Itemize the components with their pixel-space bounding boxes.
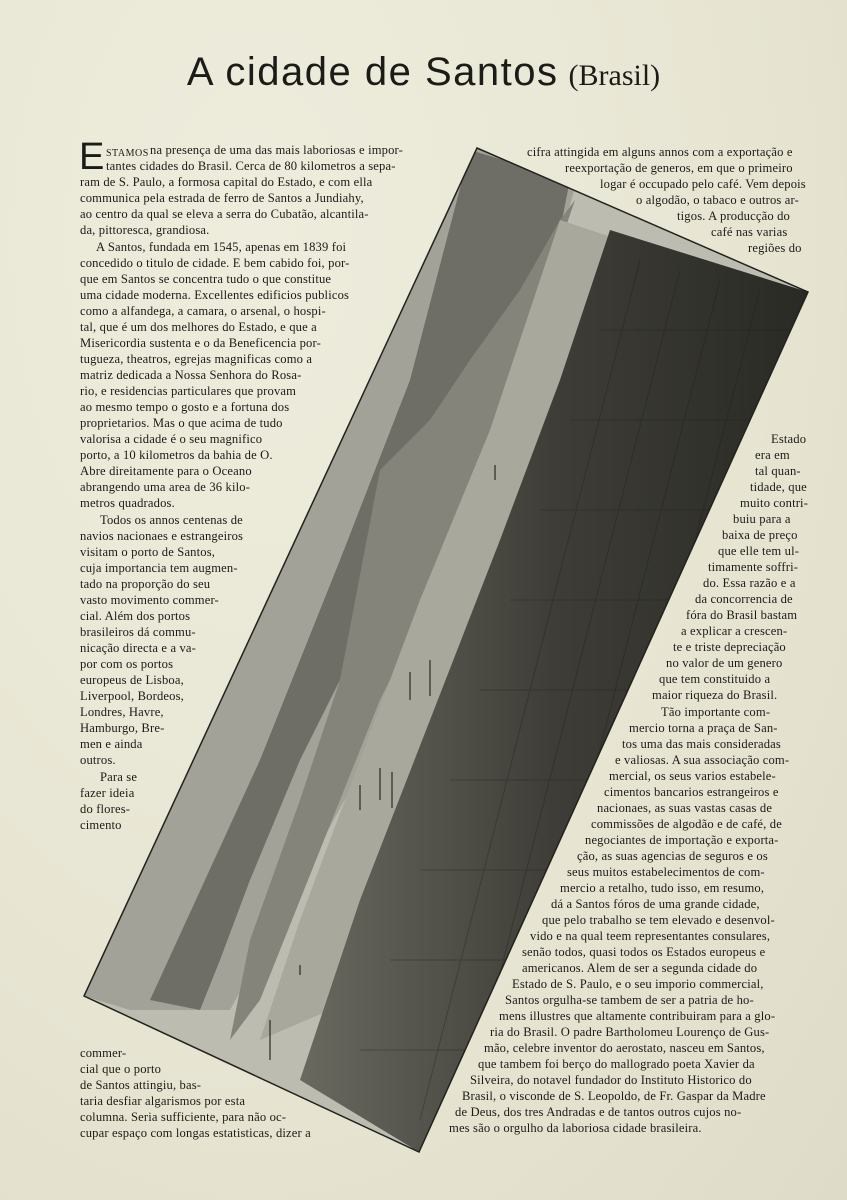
text-line: que tambem foi berço do mallogrado poeta Xavier da	[478, 1057, 755, 1071]
text-line: que tem constituido a	[659, 672, 771, 686]
text-line: mão, celebre inventor do aerostato, nasceu em Santos,	[484, 1041, 765, 1055]
text-line: ção, as suas agencias de seguros e os	[577, 849, 768, 863]
text-line: metros quadrados.	[80, 496, 175, 510]
text-line: outros.	[80, 753, 116, 767]
text-line: baixa de preço	[722, 528, 798, 542]
text-line: te e triste depreciação	[673, 640, 786, 654]
title-sub: (Brasil)	[568, 59, 661, 92]
text-line: maior riqueza do Brasil.	[652, 688, 778, 702]
text-line: Estado de S. Paulo, e o seu imporio commercial,	[512, 977, 764, 991]
text-line: tigos. A producção do	[677, 209, 790, 223]
text-line: Abre direitamente para o Oceano	[80, 464, 252, 478]
text-line: Estado	[771, 432, 807, 446]
text-line: americanos. Alem de ser a segunda cidade do	[522, 961, 758, 975]
text-line: nicação directa e a va-	[80, 641, 197, 655]
text-line: mercial, os seus varios estabele-	[609, 769, 776, 783]
text-line: commer-	[80, 1046, 127, 1060]
text-line: por com os portos	[80, 657, 174, 671]
text-line: regiões do	[748, 241, 802, 255]
text-line: vasto movimento commer-	[80, 593, 219, 607]
text-line: navios nacionaes e estrangeiros	[80, 529, 244, 543]
text-line: ria do Brasil. O padre Bartholomeu Lourenço de Gus-	[490, 1025, 770, 1039]
text-line: e valiosas. A sua associação com-	[615, 753, 790, 767]
text-line: senão todos, quasi todos os Estados europeus e	[522, 945, 766, 959]
title-main: A cidade de Santos	[186, 50, 559, 94]
text-line: Liverpool, Bordeos,	[80, 689, 184, 703]
text-line: europeus de Lisboa,	[80, 673, 184, 687]
text-line: Londres, Havre,	[80, 705, 164, 719]
text-line: fóra do Brasil bastam	[686, 608, 798, 622]
text-line: dá a Santos fóros de uma grande cidade,	[551, 897, 760, 911]
text-line: tal quan-	[755, 464, 801, 478]
text-line: Hamburgo, Bre-	[80, 721, 165, 735]
text-line: de Deus, dos tres Andradas e de tantos outros cujos no-	[455, 1105, 742, 1119]
text-line: no valor de um genero	[666, 656, 783, 670]
text-line: buiu para a	[733, 512, 791, 526]
page-title	[0, 50, 847, 95]
text-line: men e ainda	[80, 737, 143, 751]
text-line: proprietarios. Mas o que acima de tudo	[80, 416, 283, 430]
text-line: commissões de algodão e de café, de	[591, 817, 782, 831]
text-line: o algodão, o tabaco e outros ar-	[636, 193, 799, 207]
text-line: A Santos, fundada em 1545, apenas em 1839 foi	[96, 240, 347, 254]
text-line: columna. Seria sufficiente, para não oc-	[80, 1110, 287, 1124]
text-line: Silveira, do notavel fundador do Instituto Historico do	[470, 1073, 752, 1087]
text-line: brasileiros dá commu-	[80, 625, 196, 639]
text-line: cial que o porto	[80, 1062, 162, 1076]
text-line: que em Santos se concentra tudo o que constitue	[80, 272, 332, 286]
text-line: cifra attingida em alguns annos com a exportação e	[527, 145, 793, 159]
text-line: na presença de uma das mais laboriosas e impor-	[150, 143, 403, 157]
text-line: Santos orgulha-se tambem de ser a patria de ho-	[505, 993, 754, 1007]
text-line: reexportação de generos, em que o primeiro	[565, 161, 793, 175]
text-line: muito contri-	[740, 496, 809, 510]
text-line: do flores-	[80, 802, 131, 816]
text-line: negociantes de importação e exporta-	[585, 833, 779, 847]
text-line: como a alfandega, a camara, o arsenal, o hospi-	[80, 304, 326, 318]
text-line: de Santos attingiu, bas-	[80, 1078, 202, 1092]
text-line: Todos os annos centenas de	[100, 513, 243, 527]
text-line: que pelo trabalho se tem elevado e desenvol-	[542, 913, 775, 927]
text-line: cial. Além dos portos	[80, 609, 191, 623]
text-line: ao mesmo tempo o gosto e a fortuna dos	[80, 400, 290, 414]
text-line: nacionaes, as suas vastas casas de	[597, 801, 773, 815]
text-line: tos uma das mais consideradas	[622, 737, 781, 751]
text-line: timamente soffri-	[708, 560, 799, 574]
text-line: valorisa a cidade é o seu magnifico	[80, 432, 263, 446]
text-line: cupar espaço com longas estatisticas, dizer a	[80, 1126, 311, 1140]
text-line: tantes cidades do Brasil. Cerca de 80 kilometros a sepa-	[106, 159, 396, 173]
text-line: logar é occupado pelo café. Vem depois	[600, 177, 806, 191]
text-line: communica pela estrada de ferro de Santos a Jundiahy,	[80, 191, 364, 205]
text-line: tado na proporção do seu	[80, 577, 211, 591]
text-line: concedido o titulo de cidade. E bem cabido foi, por-	[80, 256, 350, 270]
text-line: Para se	[100, 770, 138, 784]
text-line: que elle tem ul-	[718, 544, 800, 558]
text-line: mens illustres que altamente contribuiram para a glo-	[499, 1009, 776, 1023]
text-line: fazer ideia	[80, 786, 135, 800]
text-line: a explicar a crescen-	[681, 624, 788, 638]
text-line: Tão importante com-	[661, 705, 771, 719]
text-line: ram de S. Paulo, a formosa capital do Estado, e com ella	[80, 175, 373, 189]
text-line: seus muitos estabelecimentos de com-	[567, 865, 765, 879]
text-line: matriz dedicada a Nossa Senhora do Rosa-	[80, 368, 302, 382]
text-line: tidade, que	[750, 480, 807, 494]
text-line: do. Essa razão e a	[703, 576, 796, 590]
text-line: ao centro da qual se eleva a serra do Cubatão, alcantila-	[80, 207, 369, 221]
first-word: STAMOS	[106, 148, 149, 159]
text-line: cimentos bancarios estrangeiros e	[604, 785, 779, 799]
text-line: vido e na qual teem representantes consulares,	[530, 929, 771, 943]
text-line: abrangendo uma area de 36 kilo-	[80, 480, 251, 494]
text-line: da, pittoresca, grandiosa.	[80, 223, 210, 237]
text-line: Misericordia sustenta e o da Beneficencia por-	[80, 336, 321, 350]
text-line: visitam o porto de Santos,	[80, 545, 216, 559]
text-line: tal, que é um dos melhores do Estado, e que a	[80, 320, 317, 334]
text-line: café nas varias	[711, 225, 788, 239]
text-line: mes são o orgulho da laboriosa cidade brasileira.	[449, 1121, 702, 1135]
text-line: porto, a 10 kilometros da bahia de O.	[80, 448, 273, 462]
drop-cap: E	[79, 136, 105, 178]
text-line: taria desfiar algarismos por esta	[80, 1094, 246, 1108]
text-line: rio, e residencias particulares que provam	[80, 384, 297, 398]
text-line: uma cidade moderna. Excellentes edificios publicos	[80, 288, 350, 302]
text-line: era em	[755, 448, 790, 462]
text-line: cuja importancia tem augmen-	[80, 561, 238, 575]
text-line: da concorrencia de	[695, 592, 793, 606]
text-line: cimento	[80, 818, 122, 832]
text-line: tugueza, theatros, egrejas magnificas como a	[80, 352, 313, 366]
text-line: mercio a retalho, tudo isso, em resumo,	[560, 881, 765, 895]
text-line: mercio torna a praça de San-	[629, 721, 778, 735]
text-line: Brasil, o visconde de S. Leopoldo, de Fr. Gaspar da Madre	[462, 1089, 766, 1103]
